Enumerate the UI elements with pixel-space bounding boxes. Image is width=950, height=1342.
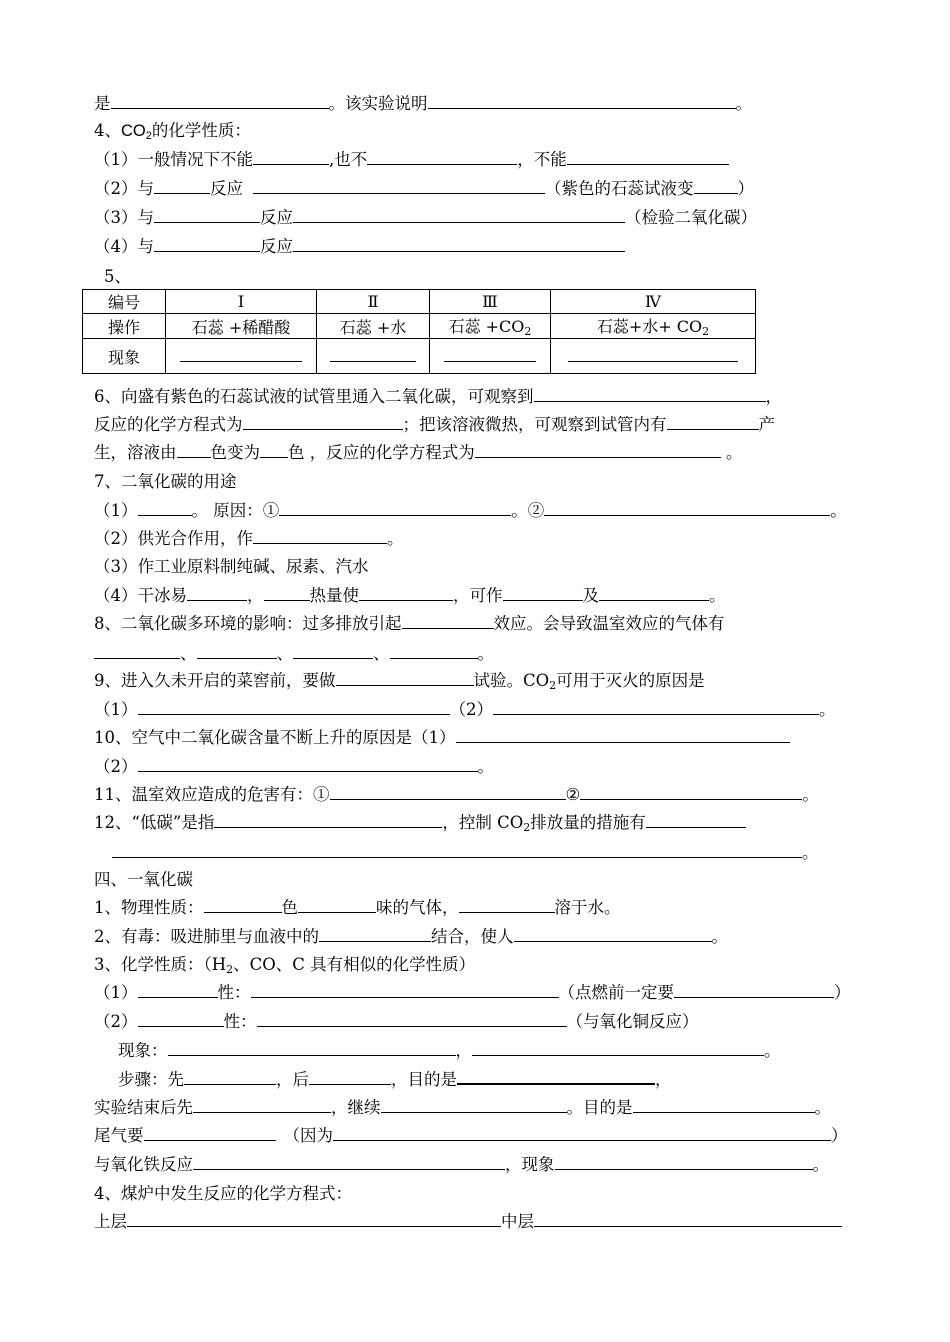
text: 现象：: [118, 1041, 168, 1060]
blank[interactable]: [534, 1211, 842, 1227]
text: 6、向盛有紫色的石蕊试液的试管里通入二氧化碳，可观察到: [94, 387, 534, 406]
text: （3）与: [94, 208, 154, 227]
text: 结合，使人: [431, 927, 514, 946]
text: 色变为: [210, 443, 260, 462]
text: ，目的是: [391, 1070, 457, 1089]
text: （因为: [283, 1126, 333, 1145]
text: ，: [765, 387, 782, 406]
blank[interactable]: [260, 442, 288, 458]
blank[interactable]: [333, 1125, 831, 1141]
table-cell: [317, 339, 430, 374]
co-3-tail: [94, 1125, 848, 1147]
text: 、CO、C 具有相似的化学性质）: [233, 955, 476, 974]
blank[interactable]: [309, 1069, 391, 1085]
blank[interactable]: [187, 585, 247, 601]
text: 效应。会导致温室效应的气体有: [493, 614, 725, 633]
text: 色 ，反应的化学方程式为: [288, 443, 475, 462]
cell-text: 石蕊+水+ CO: [596, 317, 703, 336]
q4-4: [94, 236, 625, 258]
q9-l2: [94, 699, 836, 721]
text: 。②: [511, 501, 545, 520]
text: （2）: [449, 700, 493, 719]
subscript: 2: [523, 821, 531, 834]
blank[interactable]: [138, 982, 218, 998]
blank[interactable]: [428, 93, 736, 109]
blank[interactable]: [204, 897, 282, 913]
table-cell: Ⅰ: [166, 290, 317, 314]
text: （2）: [94, 1012, 138, 1031]
table-cell: [551, 314, 756, 339]
text: ）: [831, 1126, 848, 1145]
q12-l2: [112, 842, 819, 864]
subscript: 2: [145, 130, 152, 142]
blank[interactable]: [336, 670, 474, 686]
text: 4、煤炉中发生反应的化学方程式：: [94, 1184, 352, 1203]
table-cell: 石蕊 +水: [317, 314, 430, 339]
blank[interactable]: [402, 613, 494, 629]
q6-l2: [94, 414, 775, 436]
blank[interactable]: [193, 1154, 505, 1170]
text: 5、: [104, 267, 131, 286]
text: （2）供光合作用，作: [94, 529, 253, 548]
blank[interactable]: [694, 178, 738, 194]
q7-l2: [94, 528, 404, 550]
text: 的化学性质：: [151, 121, 251, 140]
text: 。: [764, 1041, 781, 1060]
blank[interactable]: [214, 812, 442, 828]
q10-l2: [94, 756, 494, 778]
blank[interactable]: [567, 149, 729, 165]
blank[interactable]: [168, 1040, 456, 1056]
text: （4）与: [94, 237, 154, 256]
co-3-steps: [118, 1068, 672, 1091]
blank[interactable]: [457, 1068, 655, 1085]
co-3-phenomenon: [118, 1040, 781, 1062]
co-3: [94, 954, 475, 981]
table-row: [83, 290, 756, 314]
text: 。: [830, 501, 847, 520]
text: 及: [582, 586, 599, 605]
section-co-title: [94, 869, 193, 891]
text: 、: [276, 644, 293, 663]
text: 。: [802, 785, 819, 804]
q7-title: [94, 471, 237, 493]
subscript: 2: [226, 963, 234, 976]
blank[interactable]: [154, 178, 210, 194]
blank[interactable]: [456, 727, 790, 743]
text: 。: [812, 1155, 829, 1174]
text: （点燃前一定要: [558, 983, 674, 1002]
q5-label: [104, 266, 131, 288]
blank[interactable]: [293, 643, 373, 659]
blank[interactable]: [298, 897, 376, 913]
text: 可用于灭火的原因是: [556, 671, 705, 690]
blank[interactable]: [390, 643, 478, 659]
text: （1）: [94, 983, 138, 1002]
q7-l4: [94, 585, 726, 607]
text: （2）: [94, 757, 138, 776]
text: 反应: [260, 237, 293, 256]
co-3-fe: [94, 1154, 829, 1176]
blank[interactable]: [138, 756, 478, 772]
q10-l1: [94, 727, 790, 749]
blank[interactable]: [138, 500, 192, 516]
text: 性：: [217, 983, 251, 1002]
blank[interactable]: [514, 926, 712, 942]
q8-l2: [94, 643, 494, 665]
text: 。: [477, 644, 494, 663]
q4-1: [94, 149, 729, 171]
text: ，控制: [442, 813, 498, 832]
table-cell: [551, 339, 756, 374]
text: （1）: [94, 501, 138, 520]
text: 。: [814, 1098, 831, 1117]
text: ）: [834, 983, 851, 1002]
q9-l1: [94, 670, 705, 697]
table-cell: 石蕊 +稀醋酸: [166, 314, 317, 339]
text: 产: [758, 415, 775, 434]
text: 。: [735, 94, 752, 113]
table-row: [83, 314, 756, 339]
blank[interactable]: [646, 812, 746, 828]
text: 、: [373, 644, 390, 663]
table-cell: 操作: [83, 314, 166, 339]
text: 味的气体，: [376, 898, 459, 917]
text: ②: [565, 785, 581, 804]
blank[interactable]: [493, 699, 819, 715]
text: 4、: [94, 121, 121, 140]
table-cell: [430, 314, 551, 339]
text: （4）干冰易: [94, 586, 187, 605]
table-cell: Ⅱ: [317, 290, 430, 314]
text: 尾气要: [94, 1126, 144, 1145]
blank[interactable]: [154, 236, 260, 252]
table-cell: [430, 339, 551, 374]
text: 。该实验说明: [328, 94, 428, 113]
blank[interactable]: [177, 442, 211, 458]
text: 8、二氧化碳多环境的影响：过多排放引起: [94, 614, 402, 633]
text: ，: [247, 586, 264, 605]
blank[interactable]: [197, 643, 277, 659]
text: （1）一般情况下不能: [94, 150, 253, 169]
text: 。: [709, 586, 726, 605]
blank[interactable]: [544, 500, 830, 516]
subscript: 2: [524, 325, 532, 338]
text: 中层: [501, 1212, 534, 1231]
blank[interactable]: [253, 149, 329, 165]
co-4: [94, 1183, 352, 1205]
blank[interactable]: [144, 1125, 276, 1141]
text: （3）作工业原料制纯碱、尿素、汽水: [94, 557, 369, 576]
blank[interactable]: [138, 699, 450, 715]
blank[interactable]: [293, 207, 625, 223]
blank[interactable]: [180, 346, 302, 362]
blank[interactable]: [243, 414, 403, 430]
text: （2）与: [94, 179, 154, 198]
blank[interactable]: [444, 346, 536, 362]
q8-l1: [94, 613, 725, 635]
text: 。 原因：①: [191, 501, 280, 520]
blank[interactable]: [112, 842, 802, 858]
text: 热量使: [309, 586, 359, 605]
text: 。目的是: [566, 1098, 633, 1117]
blank[interactable]: [138, 1011, 224, 1027]
q12-l1: [94, 812, 746, 839]
text: ，: [655, 1070, 672, 1089]
blank[interactable]: [253, 528, 387, 544]
text: 反应: [210, 179, 243, 198]
text: ；把该溶液微热，可观察到试管内有: [402, 415, 667, 434]
text: 性：: [223, 1012, 257, 1031]
table-cell: Ⅲ: [430, 290, 551, 314]
blank[interactable]: [251, 982, 559, 998]
blank[interactable]: [154, 207, 260, 223]
blank[interactable]: [667, 414, 759, 430]
blank[interactable]: [264, 585, 310, 601]
table-cell: 现象: [83, 339, 166, 374]
text: 。: [387, 529, 404, 548]
blank[interactable]: [568, 346, 738, 362]
blank[interactable]: [279, 500, 511, 516]
text: 上层: [94, 1212, 127, 1231]
text: 与氧化铁反应: [94, 1155, 193, 1174]
co-3-end: [94, 1097, 831, 1119]
blank[interactable]: [599, 585, 709, 601]
text: 反应的化学方程式为: [94, 415, 243, 434]
q6-l3: [94, 442, 743, 464]
blank[interactable]: [330, 346, 416, 362]
blank[interactable]: [555, 1154, 813, 1170]
blank[interactable]: [127, 1211, 501, 1227]
blank[interactable]: [674, 982, 834, 998]
text: 试验。: [473, 671, 523, 690]
text: 12、“低碳”是指: [94, 813, 215, 832]
q4-2: [94, 178, 754, 200]
co-formula: CO: [121, 122, 146, 140]
text: 生，溶液由: [94, 443, 177, 462]
text: ，: [455, 1041, 472, 1060]
experiment-table: [82, 289, 756, 374]
text: 实验结束后先: [94, 1098, 193, 1117]
q4-title: [94, 120, 251, 147]
cell-text: 石蕊 +CO: [448, 317, 525, 336]
section-title: 四、一氧化碳: [94, 870, 193, 889]
blank[interactable]: [111, 93, 329, 109]
text: ，现象: [505, 1155, 555, 1174]
blank[interactable]: [580, 784, 802, 800]
blank[interactable]: [459, 897, 555, 913]
text: （与氧化铜反应）: [566, 1012, 699, 1031]
text: （检验二氧化碳）: [625, 208, 757, 227]
text: ,也不: [329, 150, 368, 169]
blank[interactable]: [193, 1097, 331, 1113]
text: 反应: [260, 208, 293, 227]
text: 1、物理性质：: [94, 898, 204, 917]
table-cell: Ⅳ: [551, 290, 756, 314]
text: 步骤：先: [118, 1070, 184, 1089]
text: ）: [737, 179, 754, 198]
q7-l1: [94, 500, 847, 522]
table-cell: [166, 339, 317, 374]
subscript: 2: [702, 325, 710, 338]
table-cell: 编号: [83, 290, 166, 314]
blank[interactable]: [184, 1069, 276, 1085]
co-formula: CO: [497, 813, 524, 832]
text: 2、有毒：吸进肺里与血液中的: [94, 927, 319, 946]
text: ，后: [276, 1070, 309, 1089]
text: 3、化学性质：（H: [94, 955, 227, 974]
blank[interactable]: [503, 585, 583, 601]
co-2: [94, 926, 728, 948]
text: （紫色的石蕊试液变: [545, 179, 694, 198]
blank[interactable]: [633, 1097, 815, 1113]
co-3-2: [94, 1011, 699, 1033]
text: 是: [94, 94, 111, 113]
text: 11、温室效应造成的危害有：①: [94, 785, 330, 804]
text: 。: [711, 927, 728, 946]
text: 。: [802, 843, 819, 862]
text: ，可作: [453, 586, 503, 605]
q7-l3: [94, 556, 369, 578]
text: 。: [819, 700, 836, 719]
blank[interactable]: [367, 149, 517, 165]
text: 。: [477, 757, 494, 776]
subscript: 2: [549, 679, 557, 692]
blank[interactable]: [253, 178, 545, 194]
table-row: [83, 339, 756, 374]
text: 10、空气中二氧化碳含量不断上升的原因是（1）: [94, 728, 456, 747]
text: 排放量的措施有: [530, 813, 646, 832]
text: ，不能: [517, 150, 567, 169]
co-4-l2: [94, 1211, 842, 1233]
q4-3: [94, 207, 757, 229]
text: （1）: [94, 700, 138, 719]
blank[interactable]: [534, 386, 766, 402]
text: 溶于水。: [554, 898, 621, 917]
co-1: [94, 897, 621, 919]
blank[interactable]: [94, 643, 180, 659]
text: 7、二氧化碳的用途: [94, 472, 237, 491]
co-3-1: [94, 982, 851, 1004]
text: 9、进入久未开启的菜窖前，要做: [94, 671, 336, 690]
text: 、: [180, 644, 197, 663]
blank[interactable]: [319, 926, 431, 942]
q11: [94, 784, 819, 806]
blank[interactable]: [257, 1011, 567, 1027]
q6-l1: [94, 386, 782, 408]
blank[interactable]: [381, 1097, 567, 1113]
text: 色: [281, 898, 298, 917]
blank[interactable]: [330, 784, 566, 800]
blank[interactable]: [359, 585, 453, 601]
co-formula: CO: [523, 671, 550, 690]
text: ，继续: [331, 1098, 381, 1117]
blank[interactable]: [475, 442, 721, 458]
blank[interactable]: [293, 236, 625, 252]
line-top: [94, 93, 752, 115]
text: 。: [720, 443, 743, 462]
blank[interactable]: [472, 1040, 764, 1056]
